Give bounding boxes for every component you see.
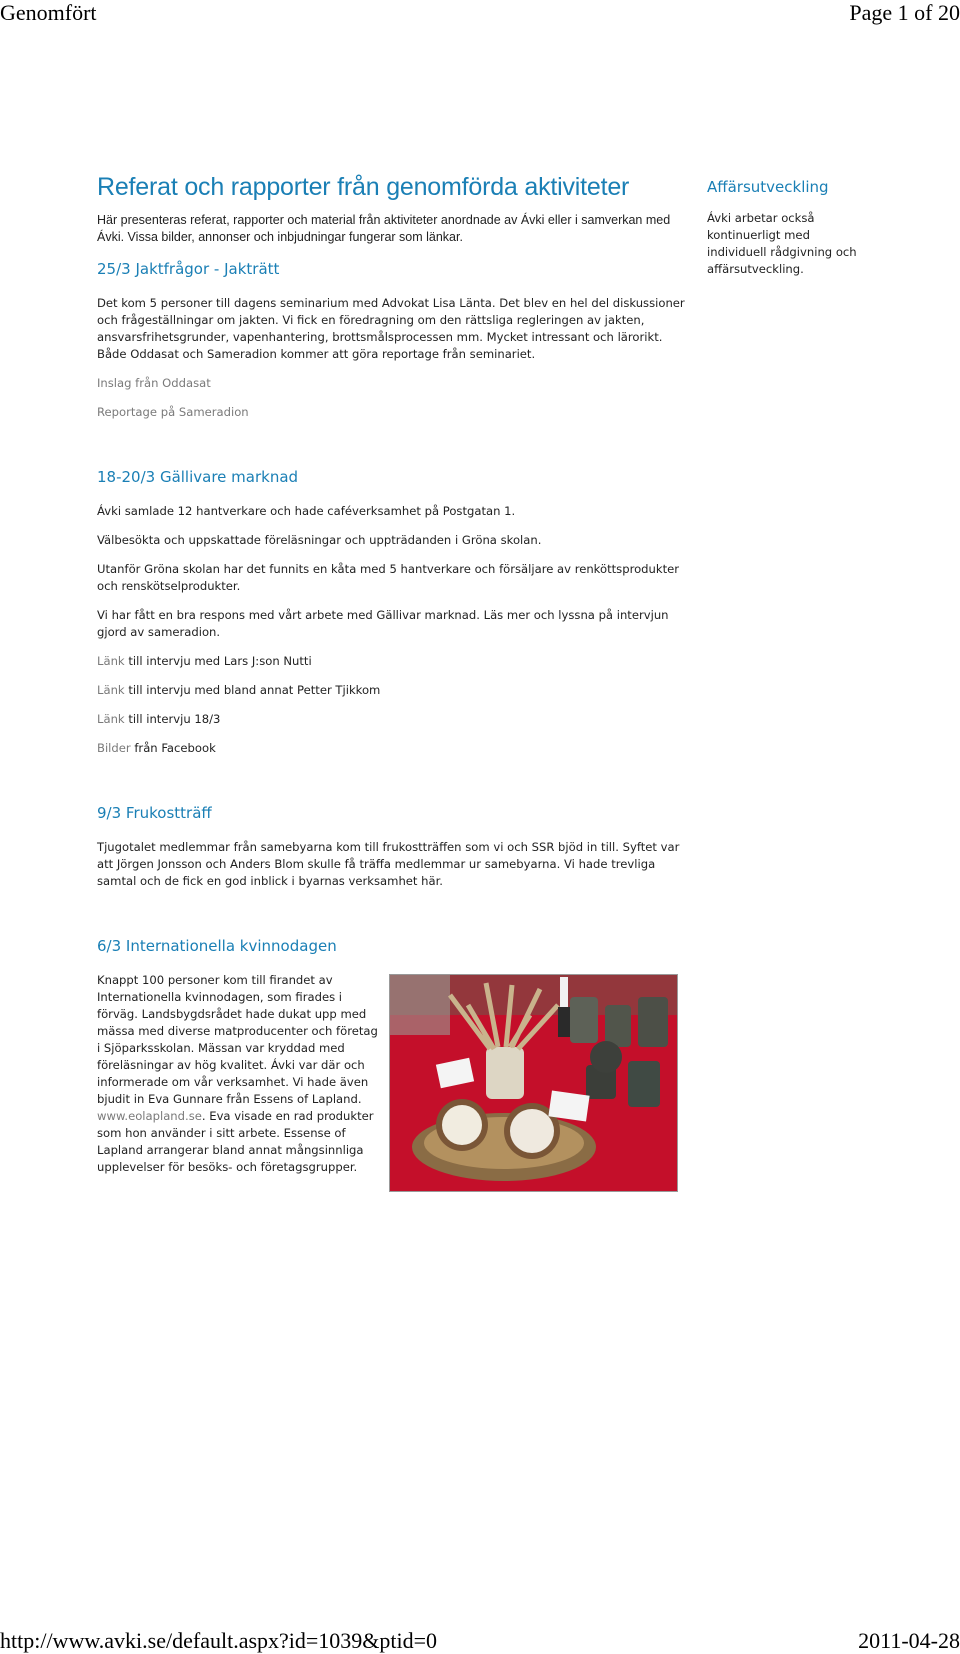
list-item (97, 740, 687, 757)
print-header-title: Genomfört (0, 0, 97, 25)
print-footer (0, 1628, 960, 1654)
section-heading-frukost: 9/3 Frukostträff (97, 804, 212, 822)
facebook-pictures-link[interactable]: Bilder (97, 741, 131, 755)
interview-link-1[interactable]: Länk (97, 654, 125, 668)
kvinnodagen-text-b: . Eva visade en rad produkter som hon använder i sitt arbete. Essense of Lapland arrangerar bland annat mångsinnliga upplevelser för besöks- och företagsgrupper. (97, 1109, 374, 1174)
section-text-kvinnodagen (97, 972, 382, 1176)
eolapland-link[interactable]: www.eolapland.se (97, 1109, 202, 1123)
section-text-gallivare-2: Välbesökta och uppskattade föreläsningar och uppträdanden i Gröna skolan. (97, 533, 542, 547)
section-text-gallivare-1: Ávki samlade 12 hantverkare och hade caféverksamhet på Postgatan 1. (97, 504, 516, 518)
sidebar-title: Affärsutveckling (707, 178, 829, 196)
event-photo (389, 974, 678, 1192)
section-heading-gallivare: 18-20/3 Gällivare marknad (97, 468, 299, 486)
link-oddasat[interactable]: Inslag från Oddasat (97, 376, 211, 390)
sidebar-text: Ávki arbetar också kontinuerligt med individuell rådgivning och affärsutveckling. (707, 211, 857, 276)
interview-text-3: till intervju 18/3 (124, 712, 221, 726)
main-content (97, 174, 687, 1188)
list-item (97, 682, 687, 699)
section-text-frukost: Tjugotalet medlemmar från samebyarna kom till frukostträffen som vi och SSR bjöd in till. Syftet var att Jörgen Jonsson och Anders Blom skulle få träffa medlemmar ur samebyarna. Vi hade trevliga samtal och de fick en god inblick i byarnas verksamhet här. (97, 840, 680, 888)
print-header (0, 0, 960, 26)
kvinnodagen-text-a: Knappt 100 personer kom till firandet av Internationella kvinnodagen, som firades i förväg. Landsbygdsrådet hade dukat upp med mässa med diverse matproducenter och företag i Sjöparksskolan. Mässan var kryddad med föreläsningar av hög kvalitet. Ávki var där och informerade om vår verksamhet. Vi hade även bjudit in Eva Gunnare från Essens of Lapland. (97, 973, 378, 1106)
section-heading-jakt: 25/3 Jaktfrågor - Jakträtt (97, 260, 280, 278)
page-title: Referat och rapporter från genomförda aktiviteter (97, 173, 630, 201)
list-item (97, 711, 687, 728)
interview-text-2: till intervju med bland annat Petter Tjikkom (124, 683, 381, 697)
facebook-pictures-text: från Facebook (130, 741, 216, 755)
section-heading-kvinnodagen: 6/3 Internationella kvinnodagen (97, 937, 337, 955)
interview-link-3[interactable]: Länk (97, 712, 125, 726)
section-text-jakt: Det kom 5 personer till dagens seminarium med Advokat Lisa Länta. Det blev en hel del diskussioner och frågeställningar om jakten. Vi fick en föredragning om den rättsliga regleringen av jakten, ansvarsfrihetsgrunder, vapenhantering, brottsmålsprocessen mm. Mycket intressant och lärorikt. Både Oddasat och Sameradion kommer att göra reportage från seminariet. (97, 296, 685, 361)
section-text-gallivare-4: Vi har fått en bra respons med vårt arbete med Gällivar marknad. Läs mer och lyssna på intervjun gjord av sameradion. (97, 608, 669, 639)
section-text-gallivare-3: Utanför Gröna skolan har det funnits en kåta med 5 hantverkare och försäljare av renköttsprodukter och renskötselprodukter. (97, 562, 680, 593)
interview-text-1: till intervju med Lars J:son Nutti (124, 654, 312, 668)
interview-link-2[interactable]: Länk (97, 683, 125, 697)
link-sameradion[interactable]: Reportage på Sameradion (97, 405, 249, 419)
print-url: http://www.avki.se/default.aspx?id=1039&ptid=0 (0, 1628, 438, 1653)
event-photo-image (390, 975, 677, 1191)
intro-text: Här presenteras referat, rapporter och material från aktiviteter anordnade av Ávki eller i samverkan med Ávki. Vissa bilder, annonser och inbjudningar fungerar som länkar. (97, 213, 671, 244)
sidebar (707, 178, 857, 278)
list-item (97, 653, 687, 670)
print-date: 2011-04-28 (858, 1628, 960, 1653)
print-page-number: Page 1 of 20 (849, 0, 960, 25)
